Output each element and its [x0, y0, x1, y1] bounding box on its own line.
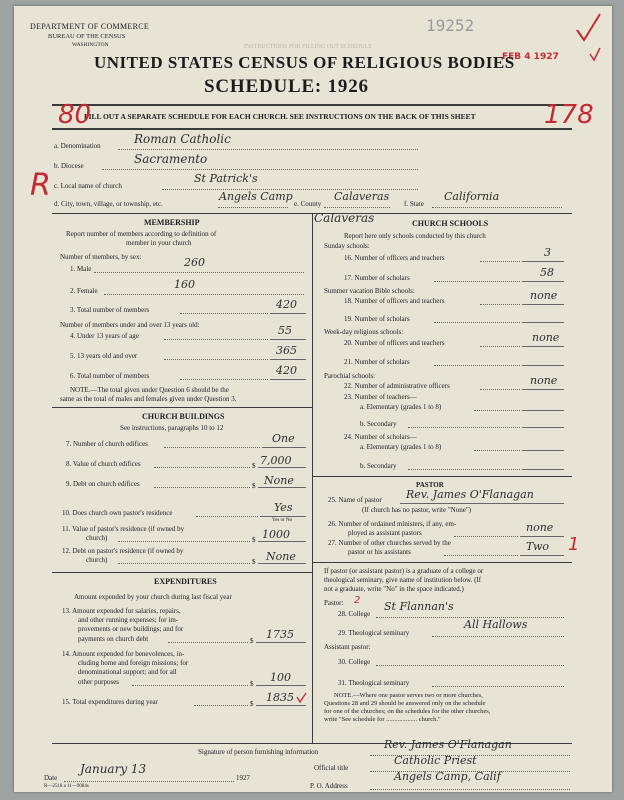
q28-label: 28. College [338, 610, 371, 618]
pastor-note-2: Questions 28 and 29 should be answered only on the schedule [324, 700, 486, 707]
q28-value: St Flannan's [384, 600, 454, 613]
pastor-heading: PASTOR [416, 481, 444, 489]
membership-heading: MEMBERSHIP [144, 218, 200, 227]
city-value: Angels Camp [219, 190, 293, 203]
parochial-schools: Parochial schools: [324, 372, 376, 380]
q14-value: 100 [270, 671, 291, 684]
q23a-label: a. Elementary (grades 1 to 8) [360, 403, 442, 411]
schedule-number: 19252 [426, 16, 475, 35]
buildings-intro: See instructions, paragraphs 10 to 12 [120, 424, 224, 432]
q8-label: 8. Value of church edifices [66, 460, 141, 468]
q30-label: 30. College [338, 658, 371, 666]
q7-label: 7. Number of church edifices [66, 440, 148, 448]
denomination-value: Roman Catholic [134, 132, 231, 146]
buildings-heading: CHURCH BUILDINGS [142, 412, 225, 421]
q20-value: none [532, 331, 560, 344]
census-schedule-page [14, 6, 612, 792]
form-number: R—2518 a 11—9084s [44, 784, 89, 789]
q17-label: 17. Number of scholars [344, 274, 410, 282]
membership-note-1: NOTE.—The total given under Question 6 should be the [70, 386, 229, 394]
q29-value: All Hallows [464, 618, 528, 631]
q11-value: 1000 [262, 528, 290, 541]
q7-value: One [272, 432, 295, 445]
q6-value: 420 [276, 364, 297, 377]
church-name-value: St Patrick's [194, 172, 258, 185]
signature-value: Rev. James O'Flanagan [384, 738, 512, 751]
q10-label: 10. Does church own pastor's residence [62, 509, 173, 517]
check-mark-icon [574, 10, 604, 50]
q5-label: 5. 13 years old and over [70, 352, 138, 360]
q13-line-4: payments on church debt [78, 635, 149, 643]
q26-line-2: ployed as assistant pastors [348, 529, 422, 537]
q16-label: 16. Number of officers and teachers [344, 254, 445, 262]
q1-value: 260 [184, 256, 205, 269]
q2-value: 160 [174, 278, 195, 291]
q17-value: 58 [540, 266, 554, 279]
q4-value: 55 [278, 324, 292, 337]
church-name-label: c. Local name of church [54, 182, 122, 190]
membership-intro-1: Report number of members according to definition of [66, 230, 217, 238]
q6-label: 6. Total number of members [70, 372, 150, 380]
show-through-text: INSTRUCTIONS FOR FILLING OUT SCHEDULE [244, 44, 372, 50]
q14-line-4: other purposes [78, 678, 120, 686]
form-subtitle: SCHEDULE: 1926 [204, 76, 369, 97]
state-label: f. State [404, 200, 424, 208]
po-address-label: P. O. Address [310, 782, 348, 790]
state-value: California [444, 190, 500, 203]
date-year: 1927 [236, 774, 250, 782]
q21-label: 21. Number of scholars [344, 358, 410, 366]
official-title-value: Catholic Priest [394, 754, 477, 767]
diocese-label: b. Diocese [54, 162, 84, 170]
q14-line-2: cluding home and foreign missions; for [78, 659, 189, 667]
county-label: e. County [294, 200, 322, 208]
q12-label-1: 12. Debt on pastor's residence (if owned by [62, 547, 184, 555]
signature-label: Signature of person furnishing information [198, 748, 319, 756]
q10-hint: Yes or No [272, 518, 293, 523]
q28-red-mark: 2 [354, 595, 361, 606]
q14-line-1: 14. Amount expended for benevolences, in- [62, 650, 185, 658]
q15-dollar: $ [250, 700, 254, 708]
q19-label: 19. Number of scholars [344, 315, 410, 323]
red-tick-icon [296, 692, 308, 704]
q26-line-1: 26. Number of ordained ministers, if any, em- [328, 520, 457, 528]
q16-value: 3 [544, 246, 551, 259]
q15-value: 1835 [266, 691, 294, 704]
membership-note-2: same as the total of males and females given under Question 3. [60, 395, 237, 403]
q25-hint: (If church has no pastor, write "None") [362, 506, 472, 514]
q26-value: none [526, 521, 554, 534]
q14-dollar: $ [250, 680, 254, 688]
q22-value: none [530, 374, 558, 387]
q2-label: 2. Female [70, 287, 98, 295]
q15-label: 15. Total expenditures during year [62, 698, 158, 706]
q9-value: None [264, 474, 294, 487]
weekday-schools: Week-day religious schools: [324, 328, 404, 336]
pastor-graduate-label: Pastor: [324, 599, 344, 607]
q3-value: 420 [276, 298, 297, 311]
po-address-value: Angels Camp, Calif [394, 770, 501, 783]
expenditures-heading: EXPENDITURES [154, 577, 217, 586]
date-value: January 13 [80, 762, 147, 776]
red-mark-left: 80 [58, 100, 92, 130]
city-label: d. City, town, village, or township, etc. [54, 200, 163, 208]
q23b-label: b. Secondary [360, 420, 397, 428]
q12-value: None [266, 550, 296, 563]
members-by-age: Number of members under and over 13 years old: [60, 321, 200, 329]
pastor-instruction-1: If pastor (or assistant pastor) is a graduate of a college or [324, 567, 484, 575]
small-check-icon [588, 46, 602, 64]
pastor-note-3: for one of the churches; on the schedules for the other churches, [324, 708, 491, 715]
date-label: Date [44, 774, 58, 782]
q5-value: 365 [276, 344, 297, 357]
sunday-schools: Sunday schools: [324, 242, 370, 250]
q9-label: 9. Debt on church edifices [66, 480, 140, 488]
county-repeat: Calaveras [314, 211, 375, 225]
q12-label-2: church) [86, 556, 108, 564]
members-by-sex: Number of members, by sex: [60, 253, 142, 261]
department-name: DEPARTMENT OF COMMERCE [30, 22, 150, 31]
q25-label: 25. Name of pastor [328, 496, 382, 504]
q1-label: 1. Male [70, 265, 92, 273]
q27-line-2: pastor or his assistants [348, 548, 411, 556]
q24a-label: a. Elementary (grades 1 to 8) [360, 443, 442, 451]
q12-dollar: $ [252, 558, 256, 566]
q13-line-2: and other running expenses; for im- [78, 616, 179, 624]
schools-heading: CHURCH SCHOOLS [412, 219, 489, 228]
pastor-instruction-3: not a graduate, write "No" in the space indicated.) [324, 585, 464, 593]
q22-label: 22. Number of administrative officers [344, 382, 450, 390]
q3-label: 3. Total number of members [70, 306, 150, 314]
q24-label: 24. Number of scholars— [344, 433, 417, 441]
q13-line-3: provements or new buildings; and for [78, 625, 184, 633]
assistant-pastor-label: Assistant pastor: [324, 643, 371, 651]
q24b-label: b. Secondary [360, 462, 397, 470]
q31-label: 31. Theological seminary [338, 679, 410, 687]
schools-intro: Report here only schools conducted by this church [344, 232, 486, 240]
q27-value: Two [526, 540, 549, 553]
received-stamp: FEB 4 1927 [502, 52, 559, 62]
q29-label: 29. Theological seminary [338, 629, 410, 637]
official-title-label: Official title [314, 764, 349, 772]
red-mark-right: 178 [544, 100, 594, 130]
q25-value: Rev. James O'Flanagan [406, 488, 534, 501]
q11-dollar: $ [252, 536, 256, 544]
q13-line-1: 13. Amount expended for salaries, repairs, [62, 607, 181, 615]
q11-label-1: 11. Value of pastor's residence (if owned by [62, 525, 185, 533]
q4-label: 4. Under 13 years of age [70, 332, 139, 340]
pastor-instruction-2: theological seminary, give name of institution below. (If [324, 576, 482, 584]
q8-value: 7,000 [260, 454, 292, 467]
q27-red-mark: 1 [568, 534, 580, 555]
membership-intro-2: member in your church [126, 239, 192, 247]
q18-label: 18. Number of officers and teachers [344, 297, 445, 305]
expenditures-intro: Amount expended by your church during last fiscal year [74, 593, 232, 601]
q20-label: 20. Number of officers and teachers [344, 339, 445, 347]
summer-schools: Summer vacation Bible schools: [324, 287, 415, 295]
red-mark-r: R [30, 168, 51, 203]
q27-line-1: 27. Number of other churches served by the [328, 539, 451, 547]
q9-dollar: $ [252, 482, 256, 490]
q8-dollar: $ [252, 462, 256, 470]
county-value: Calaveras [334, 190, 390, 203]
diocese-value: Sacramento [134, 152, 208, 166]
pastor-note-4: write "See schedule for ................... church." [324, 716, 441, 723]
q18-value: none [530, 289, 558, 302]
form-title: UNITED STATES CENSUS OF RELIGIOUS BODIES [94, 53, 515, 72]
q13-value: 1735 [266, 628, 294, 641]
bureau-name: BUREAU OF THE CENSUS [48, 33, 126, 40]
q14-line-3: denominational support; and for all [78, 668, 177, 676]
q13-dollar: $ [250, 637, 254, 645]
instruction-line: FILL OUT A SEPARATE SCHEDULE FOR EACH CHURCH. SEE INSTRUCTIONS ON THE BACK OF THIS SHEET [84, 112, 476, 121]
q11-label-2: church) [86, 534, 108, 542]
q23-label: 23. Number of teachers— [344, 393, 417, 401]
pastor-note-1: NOTE.—Where one pastor serves two or more churches, [334, 692, 483, 699]
q10-value: Yes [274, 501, 293, 514]
denomination-label: a. Denomination [54, 142, 101, 150]
city-name: WASHINGTON [72, 42, 109, 48]
